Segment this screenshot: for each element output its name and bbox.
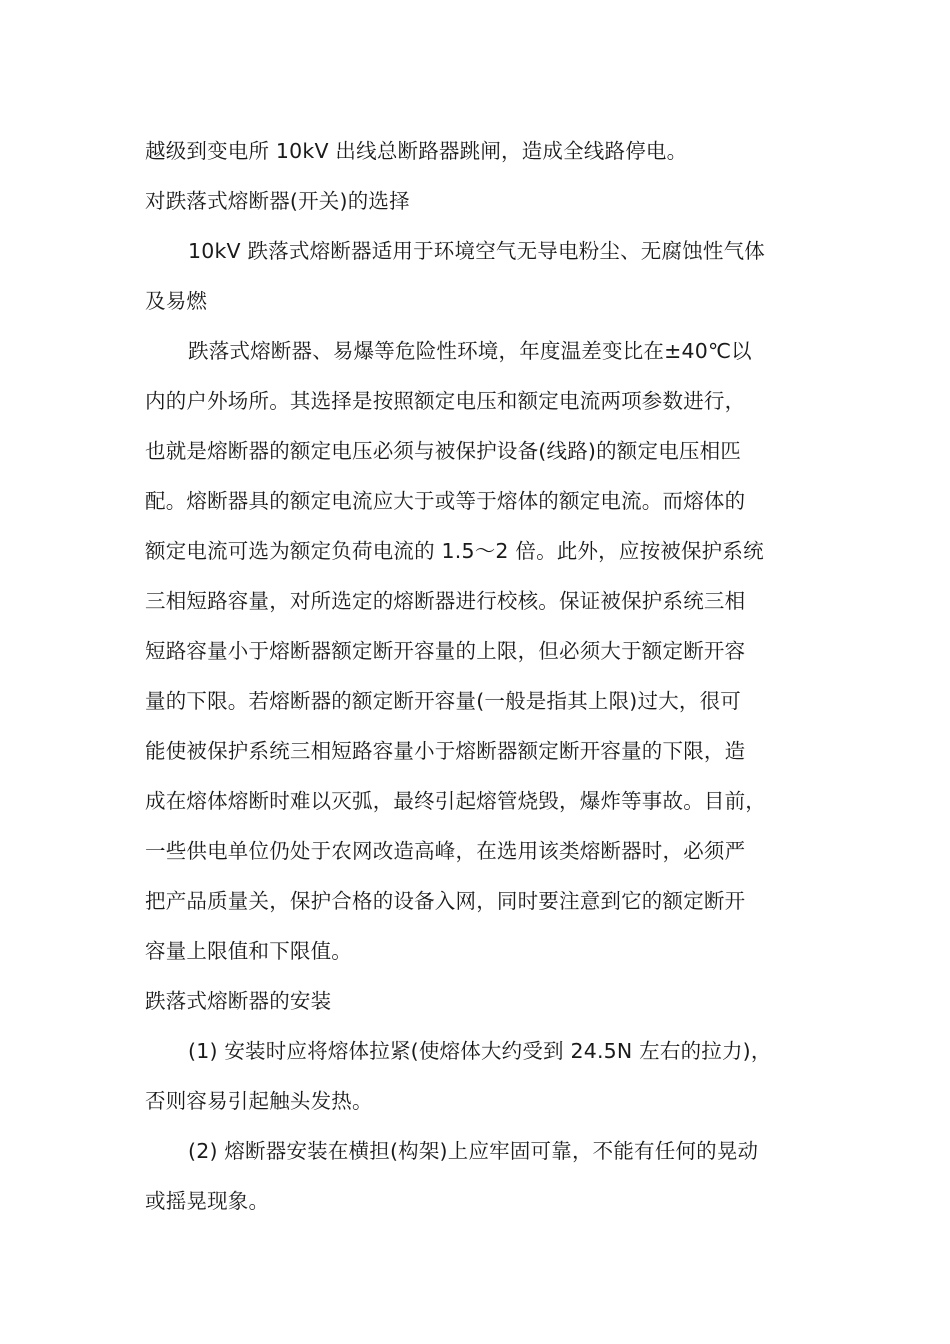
text-line: 一些供电单位仍处于农网改造高峰，在选用该类熔断器时，必须严 [145,839,746,863]
list-item: (2) 熔断器安装在横担(构架)上应牢固可靠，不能有任何的晃动 [188,1139,759,1163]
text-line: 内的户外场所。其选择是按照额定电压和额定电流两项参数进行， [145,389,746,413]
text-line: 10kV 跌落式熔断器适用于环境空气无导电粉尘、无腐蚀性气体 [188,239,765,263]
text-line: 及易燃 [145,289,208,313]
text-line: 容量上限值和下限值。 [145,939,352,963]
text-line: 跌落式熔断器、易爆等危险性环境，年度温差变比在±40℃以 [188,339,752,363]
text-line: 也就是熔断器的额定电压必须与被保护设备(线路)的额定电压相匹 [145,439,741,463]
section-heading: 跌落式熔断器的安装 [145,989,332,1013]
text-line: 量的下限。若熔断器的额定断开容量(一般是指其上限)过大，很可 [145,689,741,713]
section-heading: 对跌落式熔断器(开关)的选择 [145,189,410,213]
text-line: 把产品质量关，保护合格的设备入网，同时要注意到它的额定断开 [145,889,746,913]
text-line: 短路容量小于熔断器额定断开容量的上限，但必须大于额定断开容 [145,639,746,663]
list-item: (1) 安装时应将熔体拉紧(使熔体大约受到 24.5N 左右的拉力)， [188,1039,772,1063]
text-line: 额定电流可选为额定负荷电流的 1.5～2 倍。此外，应按被保护系统 [145,539,764,563]
text-line: 越级到变电所 10kV 出线总断路器跳闸，造成全线路停电。 [145,139,688,163]
text-line: 否则容易引起触头发热。 [145,1089,373,1113]
text-line: 三相短路容量，对所选定的熔断器进行校核。保证被保护系统三相 [145,589,746,613]
text-line: 能使被保护系统三相短路容量小于熔断器额定断开容量的下限，造 [145,739,746,763]
text-line: 或摇晃现象。 [145,1189,270,1213]
text-line: 成在熔体熔断时难以灭弧，最终引起熔管烧毁，爆炸等事故。目前， [145,789,766,813]
text-line: 配。熔断器具的额定电流应大于或等于熔体的额定电流。而熔体的 [145,489,746,513]
